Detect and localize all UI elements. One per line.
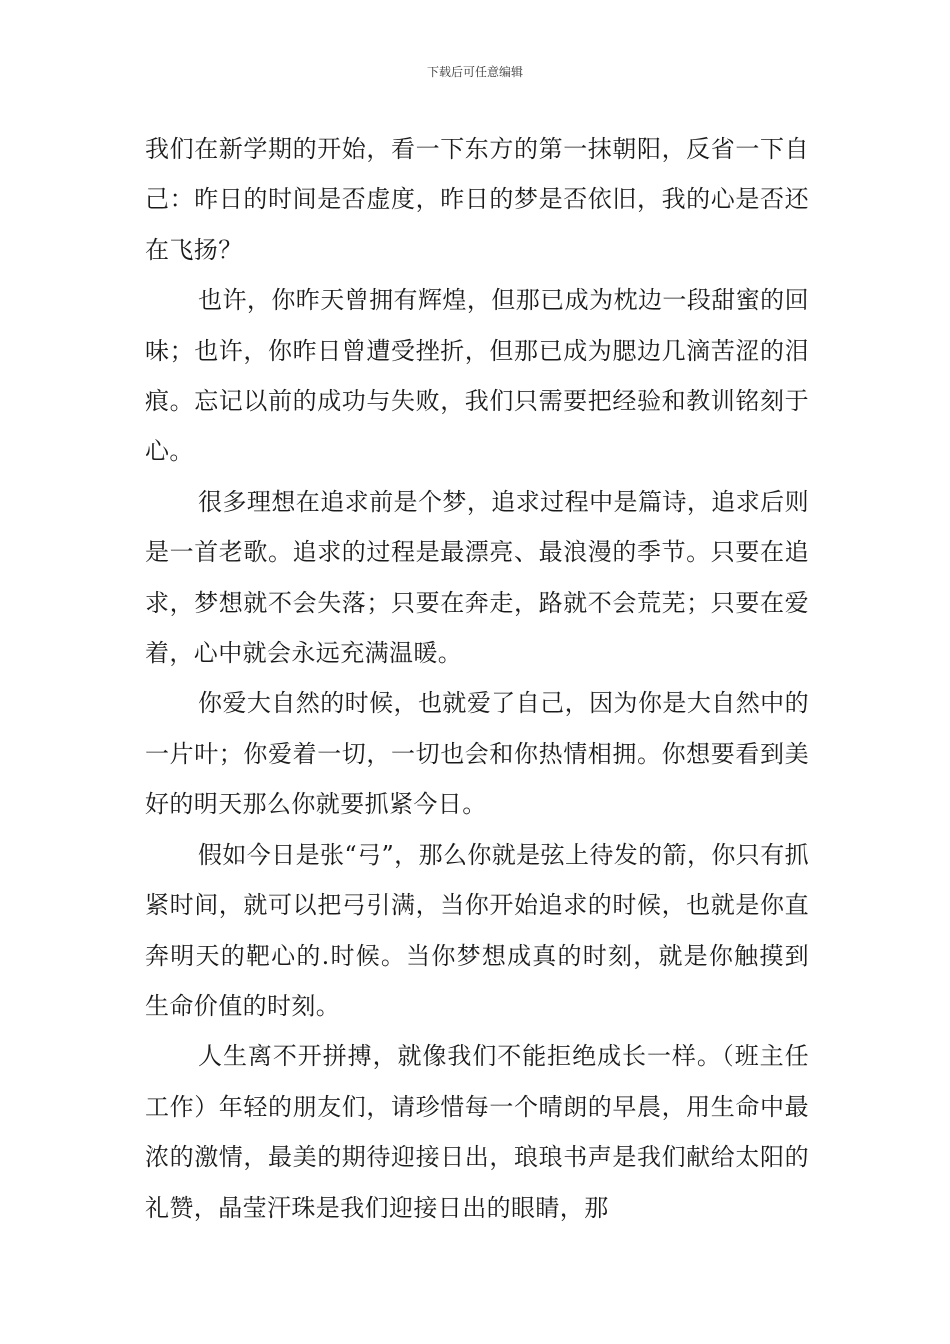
paragraph: 假如今日是张“弓”，那么你就是弦上待发的箭，你只有抓紧时间，就可以把弓引满，当你开始追求的时候，也就是你直奔明天的靶心的.时候。当你梦想成真的时刻，就是你触摸到生命价值的时刻。 xyxy=(145,840,809,1020)
paragraph: 很多理想在追求前是个梦，追求过程中是篇诗，追求后则是一首老歌。追求的过程是最漂亮、最浪漫的季节。只要在追求，梦想就不会失落；只要在奔走，路就不会荒芜；只要在爱着，心中就会永远充满温暖。 xyxy=(145,487,809,668)
paragraph-continuation: 我们在新学期的开始，看一下东方的第一抹朝阳，反省一下自己：昨日的时间是否虚度，昨日的梦是否依旧，我的心是否还在飞扬？ xyxy=(145,135,809,264)
article-body xyxy=(145,124,809,1233)
page-header-caption: 下载后可任意编辑 xyxy=(426,65,523,79)
paragraph: 你爱大自然的时候，也就爱了自己，因为你是大自然中的一片叶；你爱着一切，一切也会和你热情相拥。你想要看到美好的明天那么你就要抓紧今日。 xyxy=(145,689,809,819)
paragraph: 人生离不开拼搏，就像我们不能拒绝成长一样。（班主任工作）年轻的朋友们，请珍惜每一个晴朗的早晨，用生命中最浓的激情，最美的期待迎接日出，琅琅书声是我们献给太阳的礼赞，晶莹汗珠是我们迎接日出的眼睛，那 xyxy=(145,1042,809,1222)
paragraph: 也许，你昨天曾拥有辉煌，但那已成为枕边一段甜蜜的回味；也许，你昨日曾遭受挫折，但那已成为腮边几滴苦涩的泪痕。忘记以前的成功与失败，我们只需要把经验和教训铭刻于心。 xyxy=(145,286,809,466)
